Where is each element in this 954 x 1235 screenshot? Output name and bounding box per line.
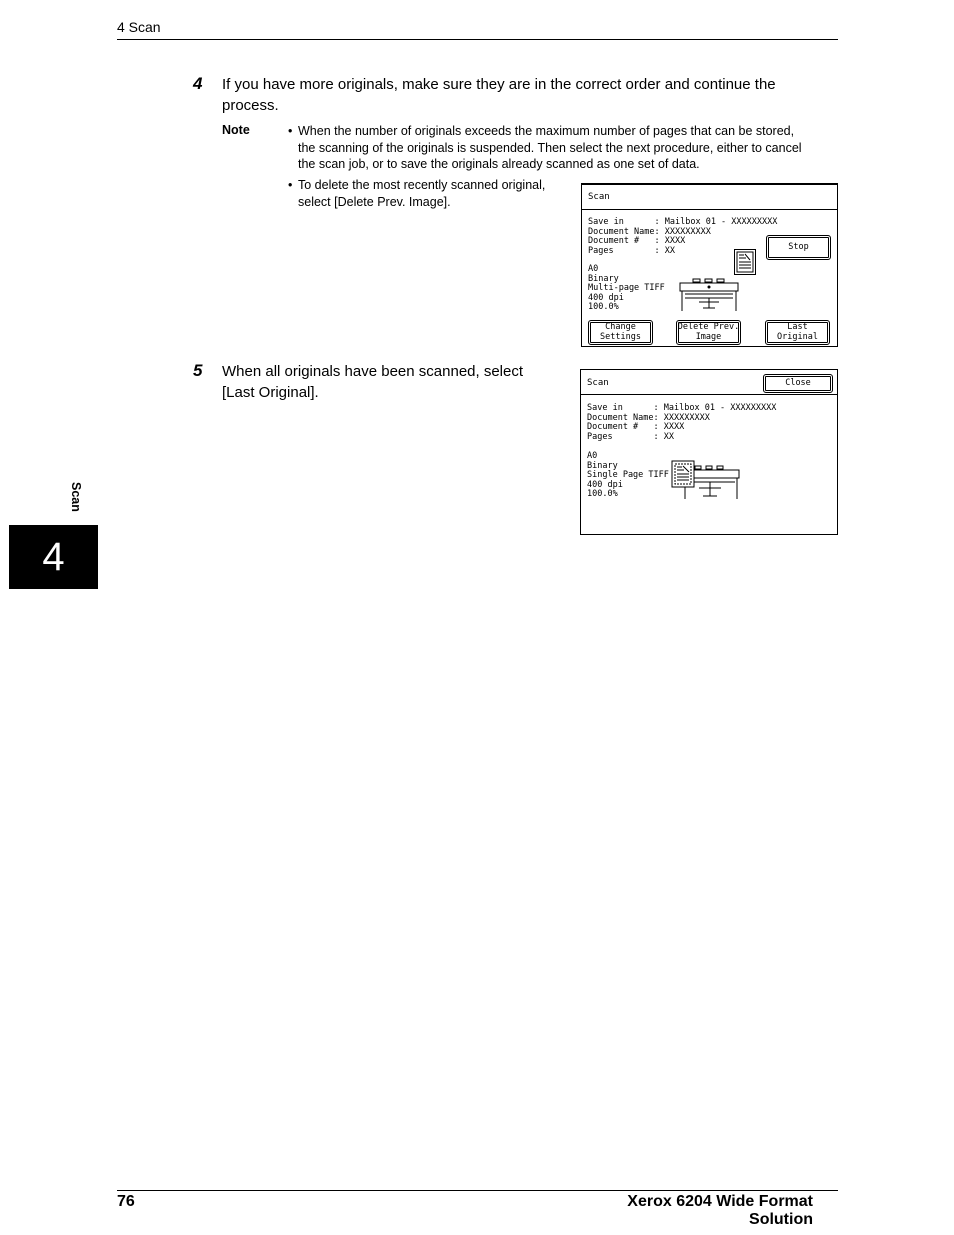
running-header: 4 Scan [117,19,161,35]
chapter-side-label: Scan [69,482,83,512]
setting-format: Single Page TIFF [587,470,669,480]
scanner-icon [679,278,739,312]
step-4-line-2: process. [222,97,279,114]
document-icon [734,249,756,275]
setting-size: A0 [588,264,599,274]
last-original-button[interactable]: Last Original [765,320,830,345]
scan-screen-complete [580,369,838,535]
note-item-2: • To delete the most recently scanned original, select [Delete Prev. Image]. [288,178,546,209]
info-pages: Pages : XX [588,245,675,256]
screen-title: Scan [587,378,609,388]
step-5-text [222,361,567,403]
info-document-name: Document Name: XXXXXXXXX [588,226,711,237]
stop-button[interactable]: Stop [766,235,831,260]
step-4-text [222,74,842,116]
close-button[interactable]: Close [763,374,833,393]
bullet-icon: • [288,178,293,192]
setting-size: A0 [587,451,598,461]
note-label: Note [222,123,250,137]
step-4-line-1: If you have more originals, make sure they are in the correct order and continue the [222,76,776,93]
info-save-in: Save in : Mailbox 01 - XXXXXXXXX [587,403,777,413]
note-item-1: • When the number of originals exceeds the maximum number of pages that can be stored, the scanning of the originals is suspended. Then select the next procedure, either to cancel the scan job, or to save the originals already scanned as one set of data. [288,124,802,171]
delete-prev-image-button[interactable]: Delete Prev. Image [676,320,741,345]
product-name: Xerox 6204 Wide Format Solution [627,1193,813,1228]
setting-resolution: 400 dpi [588,292,624,303]
footer-rule [117,1190,838,1191]
setting-format: Multi-page TIFF [588,283,665,293]
setting-color: Binary [588,273,619,284]
setting-scale: 100.0% [588,302,619,312]
info-document-name: Document Name: XXXXXXXXX [587,412,710,423]
info-save-in: Save in : Mailbox 01 - XXXXXXXXX [588,217,778,227]
info-document-number: Document # : XXXX [587,422,685,432]
setting-scale: 100.0% [587,489,618,499]
step-5-number: 5 [193,361,203,380]
chapter-tab-number: 4 [42,535,65,579]
header-rule [117,39,838,40]
page-number: 76 [117,1193,135,1210]
scan-screen-in-progress [581,183,838,347]
setting-color: Binary [587,460,618,471]
info-pages: Pages : XX [587,431,674,442]
step-4-number: 4 [193,74,203,93]
info-document-number: Document # : XXXX [588,236,686,246]
step-5-line-2: [Last Original]. [222,384,319,401]
scanner-with-document-icon [671,460,741,500]
bullet-icon: • [288,124,293,138]
screen-title: Scan [588,192,610,202]
setting-resolution: 400 dpi [587,479,623,490]
step-5-line-1: When all originals have been scanned, select [222,363,524,380]
change-settings-button[interactable]: Change Settings [588,320,653,345]
